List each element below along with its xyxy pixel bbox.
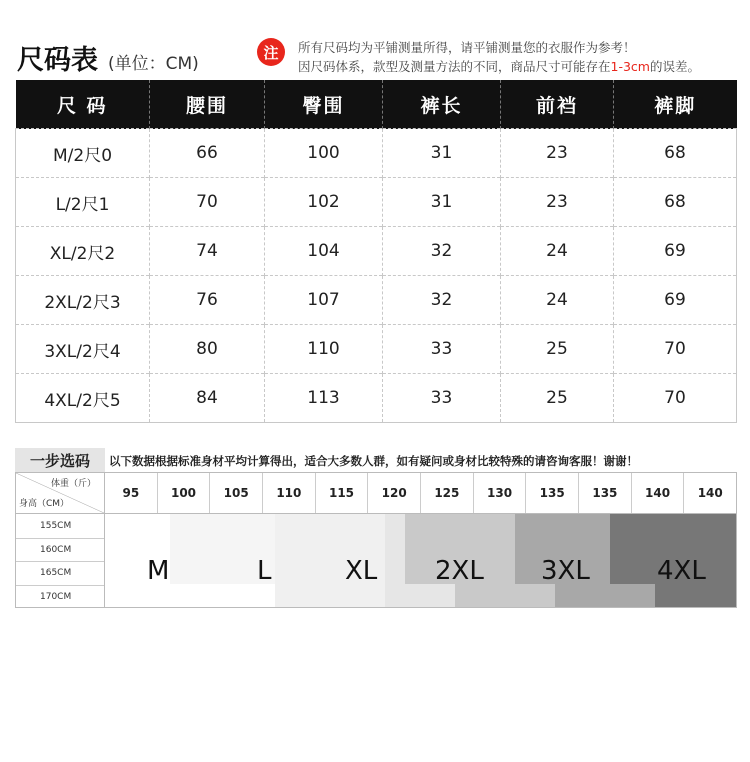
table-cell: 66 — [150, 129, 265, 178]
column-header: 裤脚 — [614, 80, 737, 129]
size-label: 3XL — [541, 556, 590, 586]
table-cell: 2XL/2尺3 — [16, 276, 150, 325]
table-cell: 25 — [501, 374, 614, 423]
table-cell: 80 — [150, 325, 265, 374]
table-cell: 68 — [614, 178, 737, 227]
table-row — [16, 227, 737, 276]
weight-row — [105, 472, 737, 514]
table-cell: 33 — [383, 325, 501, 374]
table-cell: 31 — [383, 129, 501, 178]
weight-cell: 100 — [157, 473, 210, 513]
weight-cell: 120 — [367, 473, 420, 513]
table-cell: 74 — [150, 227, 265, 276]
table-cell: 24 — [501, 227, 614, 276]
table-cell: M/2尺0 — [16, 129, 150, 178]
size-block — [655, 584, 737, 608]
note-text-end: 的误差。 — [649, 59, 700, 74]
table-cell: 4XL/2尺5 — [16, 374, 150, 423]
size-blocks — [105, 514, 737, 608]
size-table — [15, 80, 737, 423]
weight-cell: 105 — [209, 473, 262, 513]
weight-cell: 140 — [683, 473, 736, 513]
weight-cell: 135 — [525, 473, 578, 513]
size-label: L — [257, 556, 272, 586]
selector-description: 以下数据根据标准身材平均计算得出，适合大多数人群，如有疑问或身材比较特殊的请咨询客服！谢谢！ — [109, 454, 638, 468]
table-cell: 110 — [265, 325, 383, 374]
page-title: 尺码表 — [17, 45, 98, 76]
table-cell: XL/2尺2 — [16, 227, 150, 276]
table-cell: L/2尺1 — [16, 178, 150, 227]
height-cell: 155CM — [40, 520, 72, 531]
error-range: 1-3cm — [610, 59, 650, 74]
note-text: 因尺码体系，款型及测量方法的不同，商品尺寸可能存在 — [298, 59, 611, 74]
column-header: 腰围 — [150, 80, 265, 129]
table-cell: 102 — [265, 178, 383, 227]
table-cell: 24 — [501, 276, 614, 325]
table-cell: 32 — [383, 276, 501, 325]
size-block — [405, 584, 455, 608]
table-row — [16, 325, 737, 374]
table-cell: 23 — [501, 129, 614, 178]
table-cell: 68 — [614, 129, 737, 178]
table-cell: 76 — [150, 276, 265, 325]
size-label: XL — [345, 556, 378, 586]
column-header: 裤长 — [383, 80, 501, 129]
size-table-header — [16, 80, 737, 129]
table-cell: 32 — [383, 227, 501, 276]
size-block — [455, 584, 555, 608]
table-cell: 69 — [614, 276, 737, 325]
selector-label: 一步选码 — [15, 448, 105, 472]
weight-cell: 130 — [473, 473, 526, 513]
table-cell: 31 — [383, 178, 501, 227]
table-row — [16, 178, 737, 227]
table-cell: 84 — [150, 374, 265, 423]
size-block — [555, 584, 655, 608]
table-cell: 113 — [265, 374, 383, 423]
note-line-1: 所有尺码均为平铺测量所得，请平铺测量您的衣服作为参考！ — [298, 40, 636, 55]
column-header: 前裆 — [501, 80, 614, 129]
table-row — [16, 129, 737, 178]
weight-cell: 115 — [315, 473, 368, 513]
size-label: M — [147, 556, 170, 586]
size-label: 4XL — [657, 556, 706, 586]
size-selector — [15, 448, 737, 608]
height-axis-label: 身高（CM） — [19, 499, 70, 509]
table-cell: 33 — [383, 374, 501, 423]
table-cell: 25 — [501, 325, 614, 374]
column-header: 臀围 — [265, 80, 383, 129]
height-column — [15, 514, 105, 608]
table-cell: 69 — [614, 227, 737, 276]
weight-cell: 125 — [420, 473, 473, 513]
note-icon: 注 — [257, 38, 285, 66]
weight-cell: 95 — [122, 486, 140, 500]
table-cell: 100 — [265, 129, 383, 178]
height-cell: 160CM — [16, 538, 104, 562]
table-cell: 70 — [614, 374, 737, 423]
table-cell: 70 — [614, 325, 737, 374]
weight-cell: 140 — [631, 473, 684, 513]
size-label: 2XL — [435, 556, 484, 586]
table-row — [16, 374, 737, 423]
column-header: 尺 码 — [16, 80, 150, 129]
note-line-2 — [298, 57, 700, 75]
axis-corner — [15, 472, 105, 514]
table-cell: 70 — [150, 178, 265, 227]
table-cell: 23 — [501, 178, 614, 227]
table-cell: 3XL/2尺4 — [16, 325, 150, 374]
height-cell: 170CM — [16, 585, 104, 609]
table-row — [16, 276, 737, 325]
weight-cell: 135 — [578, 473, 631, 513]
weight-cell: 110 — [262, 473, 315, 513]
weight-axis-label: 体重（斤） — [50, 479, 96, 489]
table-cell: 104 — [265, 227, 383, 276]
unit-label: (单位：CM) — [108, 54, 199, 74]
table-cell: 107 — [265, 276, 383, 325]
height-cell: 165CM — [16, 561, 104, 585]
